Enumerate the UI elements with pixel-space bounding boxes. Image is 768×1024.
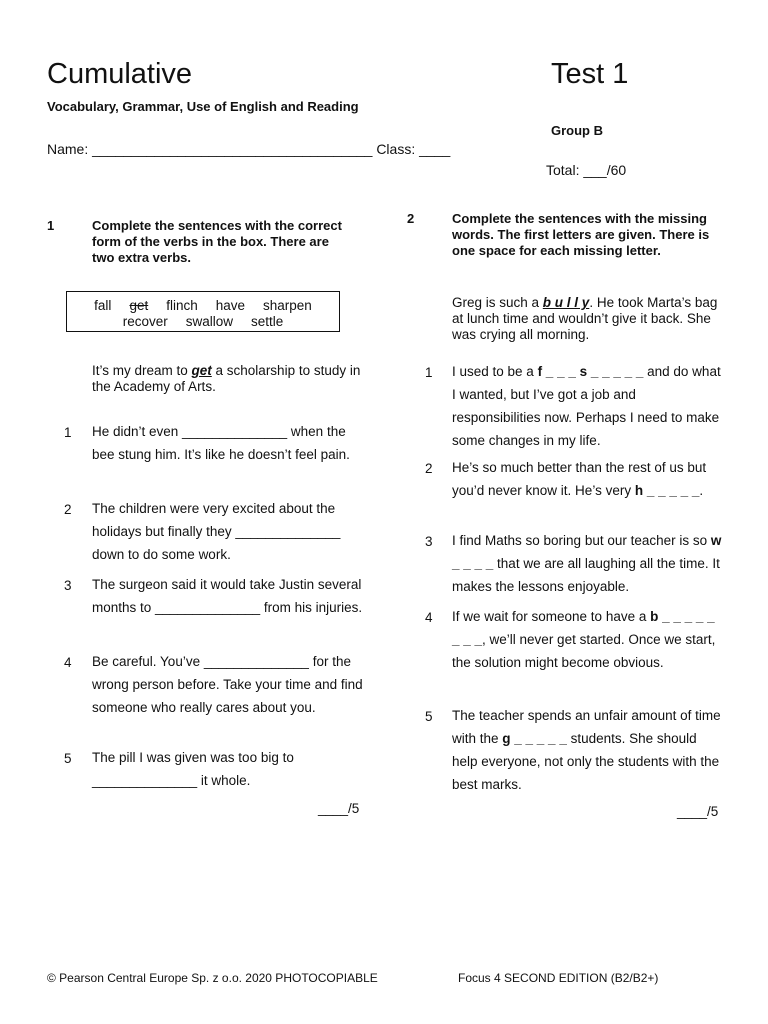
box-word: fall	[94, 298, 112, 313]
task1-item: Be careful. You’ve ______________ for the wrong person before. Take your time and find someone who really cares about you.	[92, 654, 363, 715]
task1-instruction: Complete the sentences with the correct form of the verbs in the box. There are two extra verbs.	[92, 218, 342, 265]
task1-item-number: 2	[64, 502, 72, 517]
missing-word: w _ _ _ _	[452, 533, 722, 571]
footer-copyright: © Pearson Central Europe Sp. z o.o. 2020 PHOTOCOPIABLE	[47, 971, 378, 985]
box-word: recover	[122, 314, 168, 329]
group-label: Group B	[551, 123, 603, 138]
task1-example: It’s my dream to get a scholarship to study in the Academy of Arts.	[92, 363, 361, 394]
task1-item: He didn’t even ______________ when the bee stung him. It’s like he doesn’t feel pain.	[92, 424, 350, 462]
task2-item-number: 2	[425, 461, 433, 476]
page-subtitle: Vocabulary, Grammar, Use of English and Reading	[47, 99, 359, 114]
task1-number: 1	[47, 218, 55, 233]
word-box	[66, 291, 340, 332]
box-word: sharpen	[263, 298, 312, 313]
task2-item-number: 1	[425, 365, 433, 380]
box-word: flinch	[166, 298, 198, 313]
task1-item-number: 1	[64, 425, 72, 440]
task2-item: He’s so much better than the rest of us but you’d never know it. He’s very h _ _ _ _ _.	[452, 460, 707, 498]
task1-item-number: 3	[64, 578, 72, 593]
task2-item: I used to be a f _ _ _ s _ _ _ _ _ and do what I wanted, but I’ve got a job and responsibilities now. Perhaps I need to make some changes in my life.	[452, 364, 721, 448]
test-number-title: Test 1	[551, 58, 629, 90]
missing-word: f _ _ _ s _ _ _ _ _	[537, 364, 644, 379]
missing-word: h _ _ _ _ _	[634, 483, 700, 498]
task2-item-number: 5	[425, 709, 433, 724]
task2-score: ____/5	[677, 804, 719, 819]
task2-instruction: Complete the sentences with the missing words. The first letters are given. There is one space for each missing letter.	[452, 211, 710, 258]
example-answer: b u l l y	[542, 295, 590, 310]
task2-item-number: 4	[425, 610, 433, 625]
task2-number: 2	[407, 211, 415, 226]
task2-example: Greg is such a b u l l y. He took Marta’s bag at lunch time and wouldn’t give it back. She was crying all morning.	[452, 295, 718, 342]
task2-item-number: 3	[425, 534, 433, 549]
page-title: Cumulative	[47, 58, 193, 90]
total-score: Total: ___/60	[546, 162, 627, 178]
box-word-struck: get	[129, 298, 149, 313]
example-answer: get	[191, 363, 212, 378]
task1-item-number: 5	[64, 751, 72, 766]
box-word: settle	[251, 314, 284, 329]
name-class-line: Name: ____________________________________ Class: ____	[47, 141, 451, 157]
missing-word: b _ _ _ _ _ _ _ _	[452, 609, 715, 647]
footer-edition: Focus 4 SECOND EDITION (B2/B2+)	[458, 971, 659, 985]
task1-item: The surgeon said it would take Justin several months to ______________ from his injuries.	[92, 577, 363, 615]
task1-item: The children were very excited about the holidays but finally they ______________ down to do some work.	[92, 501, 341, 562]
task2-item: I find Maths so boring but our teacher is so w _ _ _ _ that we are all laughing all the time. It makes the lessons enjoyable.	[452, 533, 722, 594]
box-word: have	[215, 298, 246, 313]
task2-item: If we wait for someone to have a b _ _ _ _ _ _ _ _, we’ll never get started. Once we start, the solution might become obvious.	[452, 609, 716, 670]
task1-item-number: 4	[64, 655, 72, 670]
task1-item: The pill I was given was too big to ______________ it whole.	[92, 750, 294, 788]
missing-word: g _ _ _ _ _	[502, 731, 567, 746]
box-word: swallow	[185, 314, 233, 329]
task1-score: ____/5	[318, 801, 360, 816]
task2-item: The teacher spends an unfair amount of time with the g _ _ _ _ _ students. She should help everyone, not only the students with the best marks.	[452, 708, 721, 792]
